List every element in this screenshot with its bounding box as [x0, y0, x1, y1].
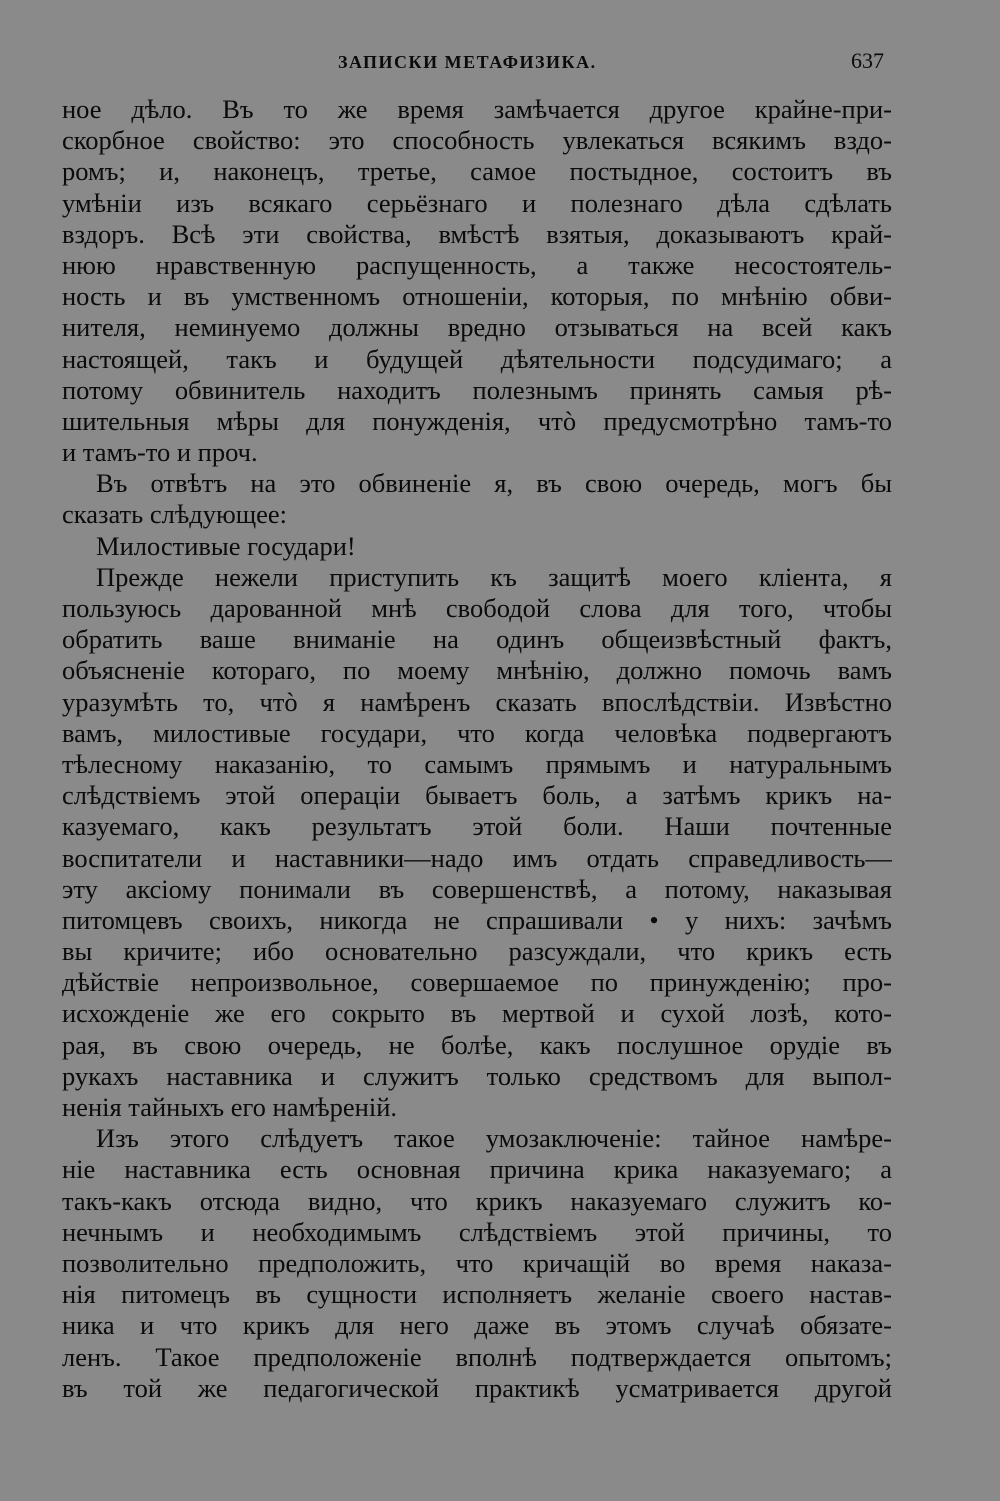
text-line: ность и въ умственномъ отношеніи, которыя, по мнѣнію обви- — [62, 281, 892, 312]
text-line: слѣдствіемъ этой операціи бываетъ боль, а затѣмъ крикъ на- — [62, 780, 892, 811]
text-line: исхожденіе же его сокрыто въ мертвой и сухой лозѣ, кото- — [62, 998, 892, 1029]
text-line: умѣніи изъ всякаго серьёзнаго и полезнаго дѣла сдѣлать — [62, 187, 892, 218]
text-line: Изъ этого слѣдуетъ такое умозаключеніе: тайное намѣре- — [96, 1123, 892, 1154]
text-line: позволительно предположить, что кричащій во время наказа- — [62, 1247, 892, 1278]
text-line: нюю нравственную распущенность, а также несостоятель- — [62, 249, 892, 280]
text-line: тѣлесному наказанію, то самымъ прямымъ и натуральнымъ — [62, 748, 892, 779]
text-line: ромъ; и, наконецъ, третье, самое постыдное, состоитъ въ — [62, 156, 892, 187]
text-line: ненія тайныхъ его намѣреній. — [62, 1092, 398, 1122]
text-line: уразумѣть то, чтò я намѣренъ сказать впослѣдствіи. Извѣстно — [62, 686, 892, 717]
text-line: шительныя мѣры для понужденія, чтò предусмотрѣно тамъ-то — [62, 405, 892, 436]
text-line: воспитатели и наставники—надо имъ отдать справедливость— — [62, 842, 892, 873]
text-line: нителя, неминуемо должны вредно отзываться на всей какъ — [62, 312, 892, 343]
body-text — [62, 94, 892, 1404]
running-title: ЗАПИСКИ МЕТАФИЗИКА. — [338, 52, 597, 72]
text-line: ніе наставника есть основная причина крика наказуемаго; а — [62, 1154, 892, 1185]
text-line: объясненіе котораго, по моему мнѣнію, должно помочь вамъ — [62, 655, 892, 686]
page-number: 637 — [851, 48, 884, 73]
text-line: ленъ. Такое предположеніе вполнѣ подтверждается опытомъ; — [62, 1341, 892, 1372]
text-line: пользуюсь дарованной мнѣ свободой слова для того, чтобы — [62, 593, 892, 623]
text-line: настоящей, такъ и будущей дѣятельности подсудимаго; а — [62, 343, 892, 374]
text-line: Милостивые государи! — [96, 530, 356, 561]
text-line: эту аксіому понимали въ совершенствѣ, а потому, наказывая — [62, 873, 892, 904]
text-line: скорбное свойство: это способность увлекаться всякимъ вздо- — [62, 125, 892, 156]
text-line: обратить ваше вниманіе на одинъ общеизвѣстный фактъ, — [62, 624, 892, 655]
text-line: вы кричите; ибо основательно разсуждали, что крикъ есть — [62, 936, 892, 967]
text-line: рукахъ наставника и служитъ только средствомъ для выпол- — [62, 1060, 892, 1091]
text-line: Въ отвѣтъ на это обвиненіе я, въ свою очередь, могъ бы — [96, 468, 892, 499]
running-header — [62, 48, 892, 88]
text-line: и тамъ-то и проч. — [62, 437, 258, 468]
text-line: Прежде нежели приступить къ защитѣ моего кліента, я — [96, 561, 892, 592]
text-line: ника и что крикъ для него даже въ этомъ случаѣ обязате- — [62, 1310, 892, 1341]
text-line: нечнымъ и необходимымъ слѣдствіемъ этой причины, то — [62, 1216, 892, 1247]
text-line: вамъ, милостивые государи, что когда человѣка подвергаютъ — [62, 717, 892, 748]
text-line: такъ-какъ отсюда видно, что крикъ наказуемаго служитъ ко- — [62, 1185, 892, 1216]
text-line: потому обвинитель находитъ полезнымъ принять самыя рѣ- — [62, 374, 892, 405]
text-line: ное дѣло. Въ то же время замѣчается другое крайне-при- — [62, 94, 892, 124]
text-line: вздоръ. Всѣ эти свойства, вмѣстѣ взятыя, доказываютъ край- — [62, 218, 892, 249]
text-line: нія питомецъ въ сущности исполняетъ желаніе своего настав- — [62, 1279, 892, 1310]
text-line: питомцевъ своихъ, никогда не спрашивали • у нихъ: зачѣмъ — [62, 904, 892, 935]
text-line: казуемаго, какъ результатъ этой боли. Наши почтенные — [62, 811, 892, 842]
text-line: рая, въ свою очередь, не болѣе, какъ послушное орудіе въ — [62, 1029, 892, 1060]
text-line: въ той же педагогической практикѣ усматривается другой — [62, 1372, 892, 1403]
text-line: сказать слѣдующее: — [62, 499, 288, 530]
book-page — [62, 48, 892, 1404]
text-line: дѣйствіе непроизвольное, совершаемое по принужденію; про- — [62, 967, 892, 998]
